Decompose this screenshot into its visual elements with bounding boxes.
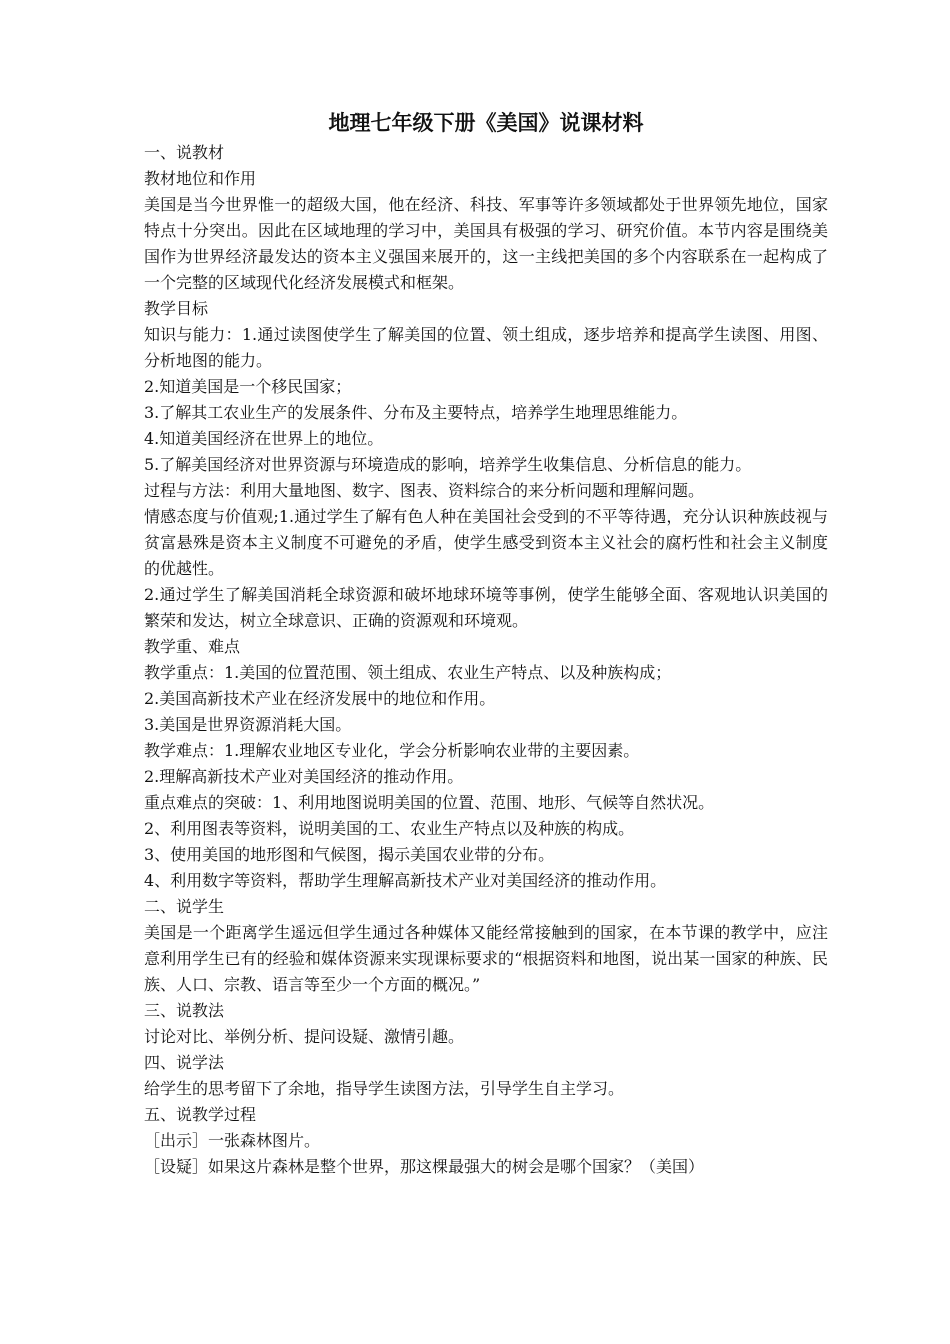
- key-point-3: 3.美国是世界资源消耗大国。: [144, 715, 352, 734]
- breakthrough-4: 4、利用数字等资料，帮助学生理解高新技术产业对美国经济的推动作用。: [144, 871, 667, 890]
- paragraph-students: 美国是一个距离学生遥远但学生通过各种媒体又能经常接触到的国家，在本节课的教学中，应注意利用学生已有的经验和媒体资源来实现课标要求的“根据资料和地图，说出某一国家的种族、民族、人口、宗教、语言等至少一个方面的概况。”: [144, 923, 828, 994]
- section-heading-learning-method: 四、说学法: [144, 1053, 225, 1072]
- section-heading-teaching-process: 五、说教学过程: [144, 1105, 257, 1124]
- paragraph-teaching-method: 讨论对比、举例分析、提问设疑、激情引趣。: [144, 1027, 465, 1046]
- goal-emotion-1: 情感态度与价值观;1.通过学生了解有色人种在美国社会受到的不平等待遇，充分认识种族歧视与贫富悬殊是资本主义制度不可避免的矛盾，使学生感受到资本主义社会的腐朽性和社会主义制度的优越性。: [144, 507, 828, 578]
- process-show: ［出示］一张森林图片。: [144, 1131, 321, 1150]
- subheading-key-difficult: 教学重、难点: [144, 637, 241, 656]
- paragraph-learning-method: 给学生的思考留下了余地，指导学生读图方法，引导学生自主学习。: [144, 1079, 625, 1098]
- goal-knowledge-3: 3.了解其工农业生产的发展条件、分布及主要特点，培养学生地理思维能力。: [144, 403, 688, 422]
- paragraph-status-role: 美国是当今世界惟一的超级大国，他在经济、科技、军事等许多领域都处于世界领先地位，国家特点十分突出。因此在区域地理的学习中，美国具有极强的学习、研究价值。本节内容是围绕美国作为世界经济最发达的资本主义强国来展开的，这一主线把美国的多个内容联系在一起构成了一个完整的区域现代化经济发展模式和框架。: [144, 195, 828, 292]
- difficult-point-2: 2.理解高新技术产业对美国经济的推动作用。: [144, 767, 464, 786]
- subheading-teaching-goals: 教学目标: [144, 299, 209, 318]
- section-heading-students: 二、说学生: [144, 897, 225, 916]
- goal-process-method: 过程与方法：利用大量地图、数字、图表、资料综合的来分析问题和理解问题。: [144, 481, 705, 500]
- section-heading-teaching-method: 三、说教法: [144, 1001, 225, 1020]
- process-question: ［设疑］如果这片森林是整个世界，那这棵最强大的树会是哪个国家？（美国）: [144, 1157, 705, 1176]
- document-body: [144, 108, 828, 1180]
- difficult-point-1: 教学难点：1.理解农业地区专业化，学会分析影响农业带的主要因素。: [144, 741, 640, 760]
- breakthrough-1: 重点难点的突破：1、利用地图说明美国的位置、范围、地形、气候等自然状况。: [144, 793, 715, 812]
- goal-knowledge-4: 4.知道美国经济在世界上的地位。: [144, 429, 384, 448]
- goal-knowledge-5: 5.了解美国经济对世界资源与环境造成的影响，培养学生收集信息、分析信息的能力。: [144, 455, 752, 474]
- goal-emotion-2: 2.通过学生了解美国消耗全球资源和破坏地球环境等事例，使学生能够全面、客观地认识美国的繁荣和发达，树立全球意识、正确的资源观和环境观。: [144, 585, 828, 630]
- breakthrough-2: 2、利用图表等资料，说明美国的工、农业生产特点以及种族的构成。: [144, 819, 635, 838]
- key-point-2: 2.美国高新技术产业在经济发展中的地位和作用。: [144, 689, 496, 708]
- document-title: 地理七年级下册《美国》说课材料: [328, 110, 644, 135]
- section-heading-textbook: 一、说教材: [144, 143, 225, 162]
- breakthrough-3: 3、使用美国的地形图和气候图，揭示美国农业带的分布。: [144, 845, 555, 864]
- subheading-status-role: 教材地位和作用: [144, 169, 257, 188]
- goal-knowledge-2: 2.知道美国是一个移民国家；: [144, 377, 352, 396]
- key-point-1: 教学重点：1.美国的位置范围、领土组成、农业生产特点、以及种族构成；: [144, 663, 672, 682]
- goal-knowledge-1: 知识与能力：1.通过读图使学生了解美国的位置、领土组成，逐步培养和提高学生读图、用图、分析地图的能力。: [144, 325, 828, 370]
